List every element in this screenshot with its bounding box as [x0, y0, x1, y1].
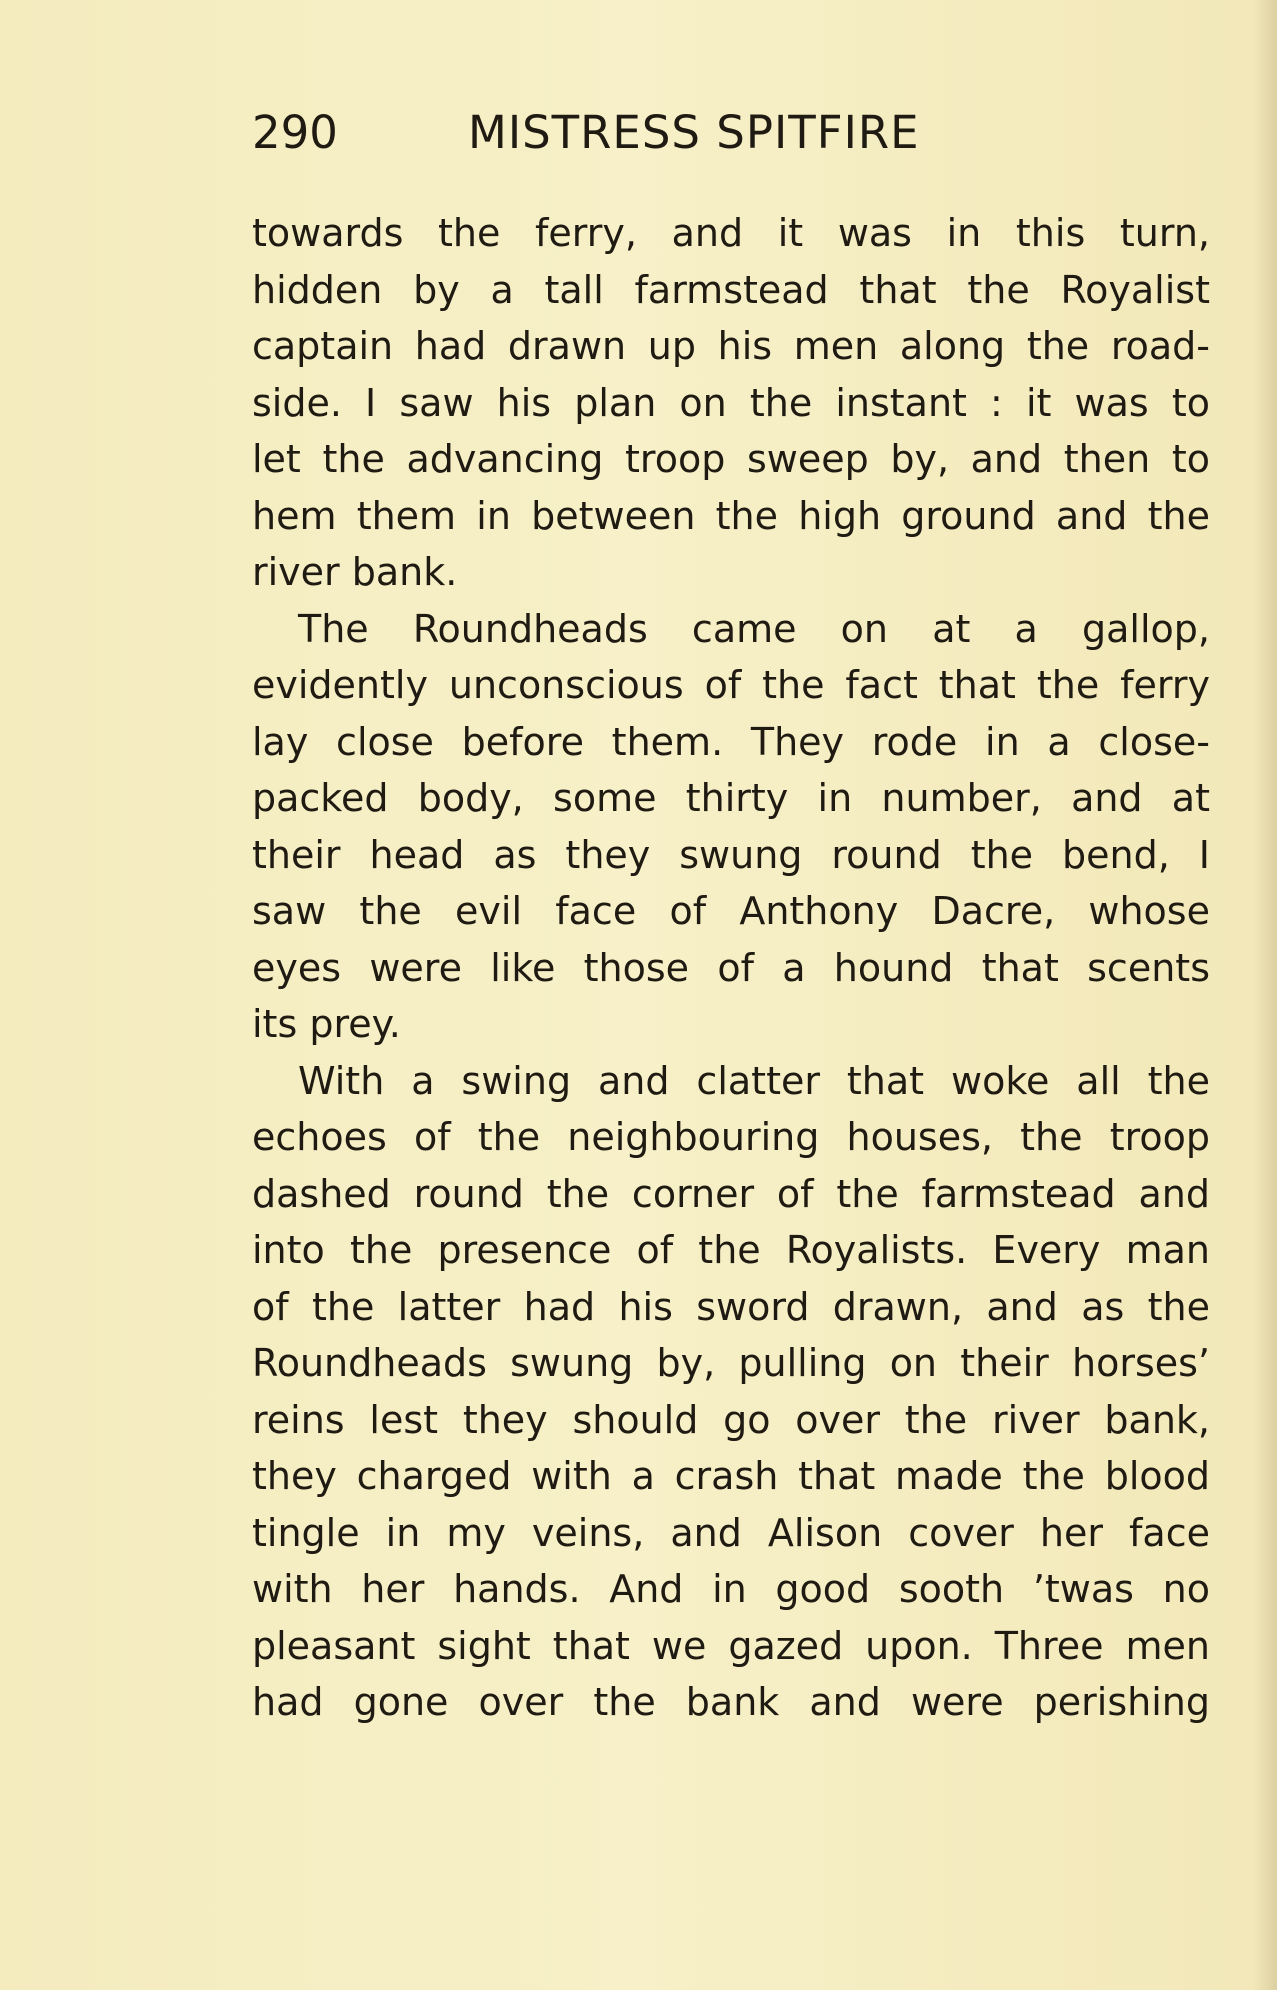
page-edge-shadow — [1253, 0, 1277, 1990]
text-line: they charged with a crash that made the blood — [252, 1454, 1210, 1498]
text-line: saw the evil face of Anthony Dacre, whose — [252, 889, 1210, 933]
text-line: their head as they swung round the bend, I — [252, 832, 1210, 877]
text-line: hidden by a tall farmstead that the Royalist — [252, 267, 1210, 312]
text-line: packed body, some thirty in number, and at — [252, 776, 1210, 820]
text-line: The Roundheads came on at a gallop, — [298, 606, 1210, 651]
text-line: lay close before them. They rode in a close- — [252, 719, 1210, 764]
text-line: reins lest they should go over the river bank, — [252, 1397, 1210, 1442]
text-line: towards the ferry, and it was in this turn, — [252, 211, 1210, 255]
text-line: captain had drawn up his men along the road- — [252, 324, 1210, 368]
text-line: Roundheads swung by, pulling on their horses’ — [252, 1341, 1210, 1385]
text-line: had gone over the bank and were perishing — [252, 1680, 1210, 1724]
text-line: with her hands. And in good sooth ’twas no — [252, 1567, 1210, 1611]
text-line: river bank. — [252, 550, 458, 594]
text-line: dashed round the corner of the farmstead and — [252, 1171, 1210, 1216]
text-line: side. I saw his plan on the instant : it was to — [252, 380, 1210, 425]
text-line: hem them in between the high ground and the — [252, 493, 1210, 538]
text-line: With a swing and clatter that woke all the — [298, 1058, 1210, 1103]
text-line: echoes of the neighbouring houses, the troop — [252, 1115, 1210, 1159]
body-text — [252, 205, 1210, 1731]
page-number: 290 — [252, 106, 338, 159]
text-line: evidently unconscious of the fact that the ferry — [252, 663, 1210, 707]
text-line: let the advancing troop sweep by, and then to — [252, 437, 1210, 481]
running-title: MISTRESS SPITFIRE — [468, 106, 920, 159]
text-line: of the latter had his sword drawn, and as the — [252, 1284, 1210, 1329]
text-line: into the presence of the Royalists. Every man — [252, 1228, 1210, 1272]
text-line: eyes were like those of a hound that scents — [252, 945, 1210, 990]
text-line: pleasant sight that we gazed upon. Three men — [252, 1623, 1210, 1668]
text-line: its prey. — [252, 1002, 401, 1046]
text-line: tingle in my veins, and Alison cover her face — [252, 1510, 1210, 1555]
page-header — [252, 105, 1212, 165]
